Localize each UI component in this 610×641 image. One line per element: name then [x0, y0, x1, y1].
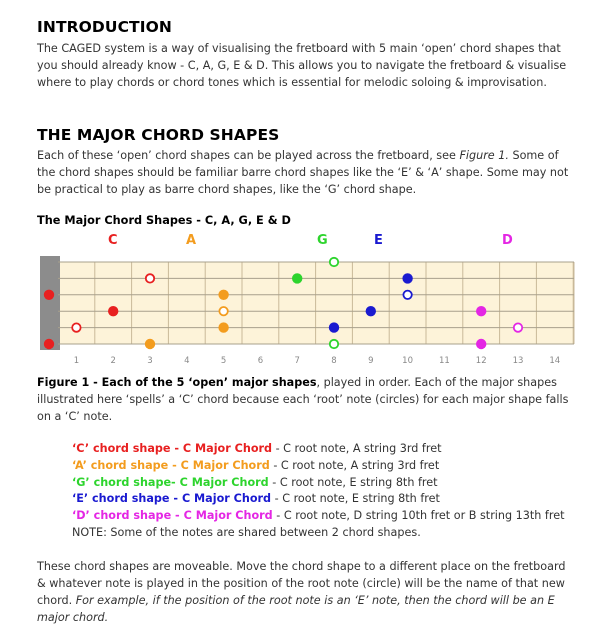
note-marker — [145, 339, 155, 349]
fret-number: 13 — [512, 356, 524, 366]
chord-shape-desc: - C root note, E string 8th fret — [271, 492, 440, 506]
major-shapes-paragraph: Each of these ‘open’ chord shapes can be played across the fretboard, see Figure 1. Some of the chord shapes should be familiar barre chord shapes like the ‘E’ & ‘A’ shape. Some may not be practical to play as barre chord shapes, like the ‘G’ chord shape. — [37, 149, 569, 196]
chord-shape-name: ‘E’ chord shape - C Major Chord — [72, 492, 272, 506]
shape-letter-d: D — [502, 233, 513, 248]
fret-number: 7 — [294, 356, 300, 366]
root-note-marker — [330, 340, 338, 348]
note-marker — [476, 306, 486, 316]
shape-letter-c: C — [108, 233, 118, 248]
chord-shape-desc: - C root note, A string 3rd fret — [272, 442, 442, 455]
root-note-marker — [330, 258, 338, 266]
chord-shape-item — [72, 441, 564, 458]
chord-shapes-list — [72, 441, 564, 542]
chord-shape-name: ‘D’ chord shape - C Major Chord — [72, 509, 273, 523]
chord-shape-desc: - C root note, E string 8th fret — [268, 475, 438, 489]
root-note-marker — [219, 307, 227, 315]
figure-caption: Figure 1 - Each of the 5 ‘open’ major shapes, played in order. Each of the major shapes illustrated here ‘spells’ a ‘C’ chord because each ‘root’ note (circles) for each major shape falls on a ‘C’ note. — [37, 376, 569, 423]
fret-number: 2 — [110, 356, 116, 366]
chord-shape-name: ‘A’ chord shape - C Major Chord — [72, 458, 270, 472]
fret-number: 5 — [220, 356, 227, 366]
shape-letter-g: G — [317, 233, 328, 248]
note-marker — [366, 306, 376, 316]
intro-paragraph: The CAGED system is a way of visualising the fretboard with 5 main ‘open’ chord shapes that you should already know - C, A, G, E & D. This allows you to navigate the fretboard & visualise where to play chords or chord tones which is essential for melodic soloing & improvisation. — [37, 42, 567, 89]
note-marker — [329, 322, 339, 332]
fret-number: 6 — [257, 356, 264, 366]
note-marker — [476, 339, 486, 349]
note-marker — [44, 339, 54, 349]
intro-heading: INTRODUCTION — [37, 18, 172, 36]
fret-number: 1 — [73, 356, 80, 366]
fret-number: 14 — [549, 356, 561, 366]
note-marker — [402, 273, 412, 283]
fret-number: 10 — [402, 356, 414, 366]
chord-shape-item — [72, 458, 564, 475]
note-marker — [218, 290, 228, 300]
chord-shape-item — [72, 491, 564, 508]
fret-number: 11 — [438, 356, 450, 366]
root-note-marker — [514, 323, 522, 331]
fret-number: 9 — [368, 356, 374, 366]
root-note-marker — [146, 274, 154, 282]
root-note-marker — [403, 291, 411, 299]
note-line: NOTE: Some of the notes are shared between 2 chord shapes. — [72, 525, 421, 539]
chord-shape-name: ‘G’ chord shape- C Major Chord — [72, 475, 269, 489]
shape-letter-a: A — [186, 233, 197, 248]
nut — [40, 256, 60, 350]
note-marker — [44, 290, 54, 300]
figure-reference: Figure 1. — [459, 149, 509, 162]
figure-title: The Major Chord Shapes - C, A, G, E & D — [37, 214, 291, 227]
chord-shape-desc: - C root note, D string 10th fret or B string 13th fret — [272, 509, 565, 523]
fretboard-diagram — [40, 256, 576, 368]
note-marker — [218, 322, 228, 332]
root-note-marker — [72, 323, 80, 331]
fret-number: 4 — [184, 356, 190, 366]
chord-shape-item — [72, 475, 564, 492]
fret-number: 8 — [331, 356, 337, 366]
chord-shape-desc: - C root note, A string 3rd fret — [269, 458, 440, 472]
fret-number: 12 — [475, 356, 487, 366]
chord-shape-name: ‘C’ chord shape - C Major Chord — [72, 442, 273, 455]
major-shapes-heading: THE MAJOR CHORD SHAPES — [37, 126, 280, 144]
note-marker — [108, 306, 118, 316]
chord-shape-item — [72, 508, 564, 525]
note-marker — [292, 273, 302, 283]
fret-number: 3 — [147, 356, 153, 366]
outro-paragraph: These chord shapes are moveable. Move the chord shape to a different place on the fretboard & whatever note is played in the position of the root note (circle) will be the name of that new chord. For example, if the position of the root note is an ‘E’ note, then the chord will be an E major chord. — [37, 560, 566, 624]
shape-letter-e: E — [374, 233, 383, 248]
